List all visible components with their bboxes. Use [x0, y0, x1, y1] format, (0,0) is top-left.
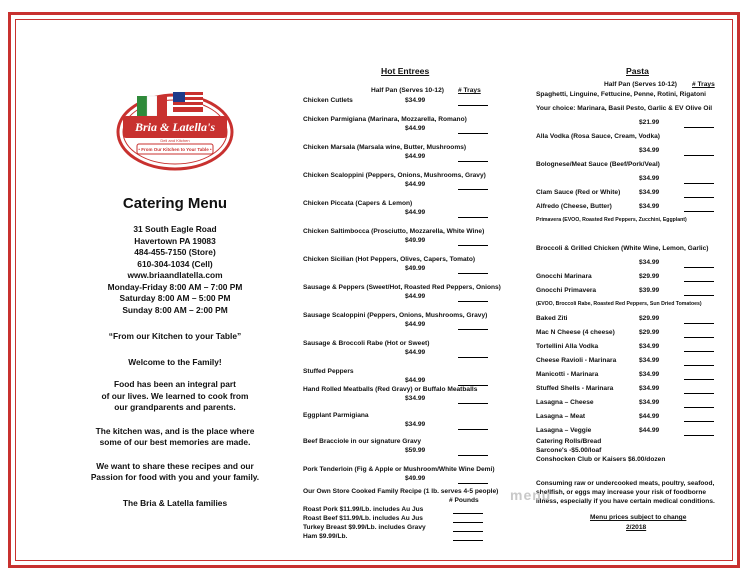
pasta-item-name: Clam Sauce (Red or White)	[536, 189, 621, 196]
hot-item-name: Sausage & Broccoli Rabe (Hot or Sweet)	[303, 340, 430, 347]
hot-item-price: $44.99	[405, 181, 426, 188]
para-line: The kitchen was, and is the place where	[95, 425, 255, 436]
pasta-item-price: $34.99	[639, 385, 660, 392]
website-link[interactable]: www.briaandlatella.com	[127, 270, 223, 280]
logo-sub: Deli and Kitchen	[160, 138, 190, 143]
pasta-item-name: Lasagna – Veggie	[536, 427, 592, 434]
pasta-item-name: Lasagna – Meat	[536, 413, 586, 420]
tray-line[interactable]	[684, 211, 714, 212]
hot-item-price: $44.99	[405, 153, 426, 160]
para-line: of our lives. We learned to cook from	[101, 390, 249, 401]
hot-item-price: $44.99	[405, 125, 426, 132]
hot-item-name: Chicken Cutlets	[303, 97, 353, 104]
hot-item-name: Chicken Scaloppini (Peppers, Onions, Mushrooms, Gravy)	[303, 172, 486, 179]
tray-line[interactable]	[684, 197, 714, 198]
pasta-item-price: $44.99	[639, 427, 660, 434]
hot-half-pan-header: Half Pan (Serves 10-12)	[371, 87, 444, 94]
hot-item-name: Sausage & Peppers (Sweet/Hot, Roasted Red Peppers, Onions)	[303, 284, 501, 291]
cell-phone: 610-304-1034 (Cell)	[137, 258, 213, 269]
hot-item-name: Pork Tenderloin (Fig & Apple or Mushroom/White Wine Demi)	[303, 466, 495, 473]
tray-line[interactable]	[684, 379, 714, 380]
tray-line[interactable]	[458, 455, 488, 456]
pounds-line[interactable]	[453, 531, 483, 532]
pasta-item-price: $44.99	[639, 413, 660, 420]
pasta-item-name: Baked Ziti	[536, 315, 568, 322]
tagline: “From our Kitchen to your Table”	[108, 331, 242, 341]
tray-line[interactable]	[684, 183, 714, 184]
pounds-line[interactable]	[453, 540, 483, 541]
store-item: Turkey Breast $9.99/Lb. includes Gravy	[303, 524, 426, 531]
hot-item-name: Eggplant Parmigiana	[303, 412, 369, 419]
pasta-types: Spaghetti, Linguine, Fettucine, Penne, Rotini, Rigatoni	[536, 91, 706, 98]
menu-date: 2/2018	[626, 524, 647, 531]
pasta-item-price: $29.99	[639, 329, 660, 336]
notice-line: Consuming raw or undercooked meats, poultry, seafood,	[536, 480, 715, 487]
tray-line[interactable]	[458, 133, 488, 134]
tray-line[interactable]	[684, 407, 714, 408]
pasta-item-name: Gnocchi Marinara	[536, 273, 592, 280]
logo-tagline: • From Our Kitchen to Your Table •	[138, 147, 212, 152]
left-panel	[60, 60, 290, 508]
pasta-item-price: $34.99	[639, 371, 660, 378]
hot-item-price: $49.99	[405, 475, 426, 482]
pasta-item-name: Stuffed Shells - Marinara	[536, 385, 614, 392]
store-item: Roast Beef $11.99/Lb. includes Au Jus	[303, 515, 423, 522]
address-line: 31 South Eagle Road	[133, 224, 217, 234]
pasta-item-price: $29.99	[639, 273, 660, 280]
rolls-title: Catering Rolls/Bread	[536, 438, 602, 445]
tray-line[interactable]	[684, 155, 714, 156]
pasta-item-name: Manicotti - Marinara	[536, 371, 599, 378]
tray-line[interactable]	[458, 245, 488, 246]
hot-item-price: $44.99	[405, 321, 426, 328]
tray-line[interactable]	[684, 421, 714, 422]
tray-line[interactable]	[458, 329, 488, 330]
address-block	[60, 224, 290, 316]
pasta-item-price: $34.99	[639, 357, 660, 364]
tray-line[interactable]	[684, 351, 714, 352]
hours-saturday: Saturday 8:00 AM – 5:00 PM	[119, 293, 231, 303]
paragraph-3	[60, 461, 290, 484]
store-item: Ham $9.99/Lb.	[303, 533, 348, 540]
pasta-item-price: $34.99	[639, 343, 660, 350]
page-title: Catering Menu	[122, 195, 228, 212]
pasta-item-price: $34.99	[639, 259, 660, 266]
pasta-item-name: Gnocchi Primavera	[536, 287, 597, 294]
tray-line[interactable]	[458, 161, 488, 162]
hot-item-price: $34.99	[405, 395, 426, 402]
pasta-item-name: Alla Vodka (Rosa Sauce, Cream, Vodka)	[536, 133, 660, 140]
tray-line[interactable]	[458, 357, 488, 358]
hot-item-price: $34.99	[405, 97, 426, 104]
tray-line[interactable]	[684, 281, 714, 282]
pasta-item-price: $34.99	[639, 175, 660, 182]
pasta-item-name: Lasagna – Cheese	[536, 399, 594, 406]
hot-item-name: Hand Rolled Meatballs (Red Gravy) or Buffalo Meatballs	[303, 386, 478, 393]
tray-line[interactable]	[684, 393, 714, 394]
tray-line[interactable]	[684, 323, 714, 324]
para-line: some of our best memories are made.	[99, 437, 251, 447]
pounds-line[interactable]	[453, 513, 483, 514]
tray-line[interactable]	[458, 403, 488, 404]
logo	[115, 80, 235, 175]
logo-icon	[115, 80, 235, 175]
hot-item-name: Chicken Piccata (Capers & Lemon)	[303, 200, 413, 207]
logo-name: Bria & Latella's	[134, 120, 216, 134]
hot-trays-header: # Trays	[458, 87, 481, 94]
pasta-item-name: Broccoli & Grilled Chicken (White Wine, Lemon, Garlic)	[536, 245, 709, 252]
pasta-item-price: $39.99	[639, 287, 660, 294]
notice-line: shellfish, or eggs may increase your risk of foodborne	[536, 489, 707, 496]
pasta-item-name: Primavera (EVOO, Roasted Red Peppers, Zucchini, Eggplant)	[536, 217, 687, 223]
tray-line[interactable]	[684, 295, 714, 296]
tray-line[interactable]	[684, 337, 714, 338]
store-phone: 484-455-7150 (Store)	[134, 247, 216, 257]
tray-line[interactable]	[458, 483, 488, 484]
pasta-item-price: $34.99	[639, 189, 660, 196]
pasta-item-price: $34.99	[639, 147, 660, 154]
hot-item-name: Chicken Sicilian (Hot Peppers, Olives, Capers, Tomato)	[303, 256, 476, 263]
hot-item-price: $44.99	[405, 209, 426, 216]
pasta-choice-price: $21.99	[639, 119, 660, 126]
para-line: our grandparents and parents.	[114, 402, 236, 412]
tray-line[interactable]	[684, 267, 714, 268]
tray-line[interactable]	[684, 365, 714, 366]
para-line: Passion for food with you and your family.	[90, 472, 260, 482]
rolls-item: Sarcone's -$5.00/loaf	[536, 447, 602, 454]
pasta-item-price: $34.99	[639, 203, 660, 210]
pasta-item-name: (EVOO, Broccoli Rabe, Roasted Red Peppers, Sun Dried Tomatoes)	[536, 301, 702, 307]
notice-line: illness, especially if you have certain medical conditions.	[536, 498, 715, 505]
pasta-item-price: $34.99	[639, 399, 660, 406]
tray-line[interactable]	[684, 127, 714, 128]
rolls-item: Conshocken Club or Kaisers $6.00/dozen	[536, 456, 666, 463]
watermark: menu	[510, 487, 552, 503]
pasta-sauce-choice: Your choice: Marinara, Basil Pesto, Garlic & EV Olive Oil	[536, 105, 713, 112]
signature: The Bria & Latella families	[122, 497, 228, 508]
tray-line[interactable]	[458, 189, 488, 190]
welcome-text: Welcome to the Family!	[128, 357, 222, 367]
address-line: Havertown PA 19083	[134, 235, 216, 246]
tray-line[interactable]	[458, 217, 488, 218]
paragraph-2	[60, 426, 290, 449]
pasta-item-name: Alfredo (Cheese, Butter)	[536, 203, 612, 210]
hot-entrees-title: Hot Entrees	[381, 66, 430, 76]
pasta-trays-header: # Trays	[692, 81, 715, 88]
pounds-line[interactable]	[453, 522, 483, 523]
hot-item-price: $59.99	[405, 447, 426, 454]
store-item: Roast Pork $11.99/Lb. includes Au Jus	[303, 506, 424, 513]
pounds-header: # Pounds	[449, 497, 479, 504]
hot-item-name: Chicken Marsala (Marsala wine, Butter, Mushrooms)	[303, 144, 467, 151]
hours-sunday: Sunday 8:00 AM – 2:00 PM	[122, 304, 228, 315]
pasta-half-pan-header: Half Pan (Serves 10-12)	[604, 81, 677, 88]
pasta-item-price: $29.99	[639, 315, 660, 322]
prices-subject-note: Menu prices subject to change	[590, 514, 687, 521]
hot-item-price: $44.99	[405, 377, 426, 384]
hot-item-name: Chicken Parmigiana (Marinara, Mozzarella, Romano)	[303, 116, 467, 123]
pasta-item-name: Mac N Cheese (4 cheese)	[536, 329, 615, 336]
store-recipe-title: Our Own Store Cooked Family Recipe (1 lb. serves 4-5 people)	[303, 488, 499, 495]
hot-item-name: Beef Bracciole in our signature Gravy	[303, 438, 421, 445]
hot-item-price: $34.99	[405, 421, 426, 428]
hot-item-price: $49.99	[405, 265, 426, 272]
hot-item-price: $44.99	[405, 349, 426, 356]
pasta-item-name: Bolognese/Meat Sauce (Beef/Pork/Veal)	[536, 161, 660, 168]
tray-line[interactable]	[458, 429, 488, 430]
pasta-item-name: Cheese Ravioli - Marinara	[536, 357, 617, 364]
pasta-title: Pasta	[626, 66, 649, 76]
hot-item-price: $44.99	[405, 293, 426, 300]
para-line: We want to share these recipes and our	[96, 460, 254, 471]
tray-line[interactable]	[458, 105, 488, 106]
tray-line[interactable]	[684, 435, 714, 436]
hot-item-name: Sausage Scaloppini (Peppers, Onions, Mushrooms, Gravy)	[303, 312, 488, 319]
pasta-item-name: Tortellini Alla Vodka	[536, 343, 599, 350]
tray-line[interactable]	[458, 273, 488, 274]
hot-item-name: Stuffed Peppers	[303, 368, 354, 375]
para-line: Food has been an integral part	[114, 379, 236, 389]
paragraph-1	[60, 379, 290, 414]
hot-item-name: Chicken Saltimbocca (Prosciutto, Mozzarella, White Wine)	[303, 228, 485, 235]
hot-item-price: $49.99	[405, 237, 426, 244]
hours-weekday: Monday-Friday 8:00 AM – 7:00 PM	[107, 281, 243, 292]
tray-line[interactable]	[458, 301, 488, 302]
